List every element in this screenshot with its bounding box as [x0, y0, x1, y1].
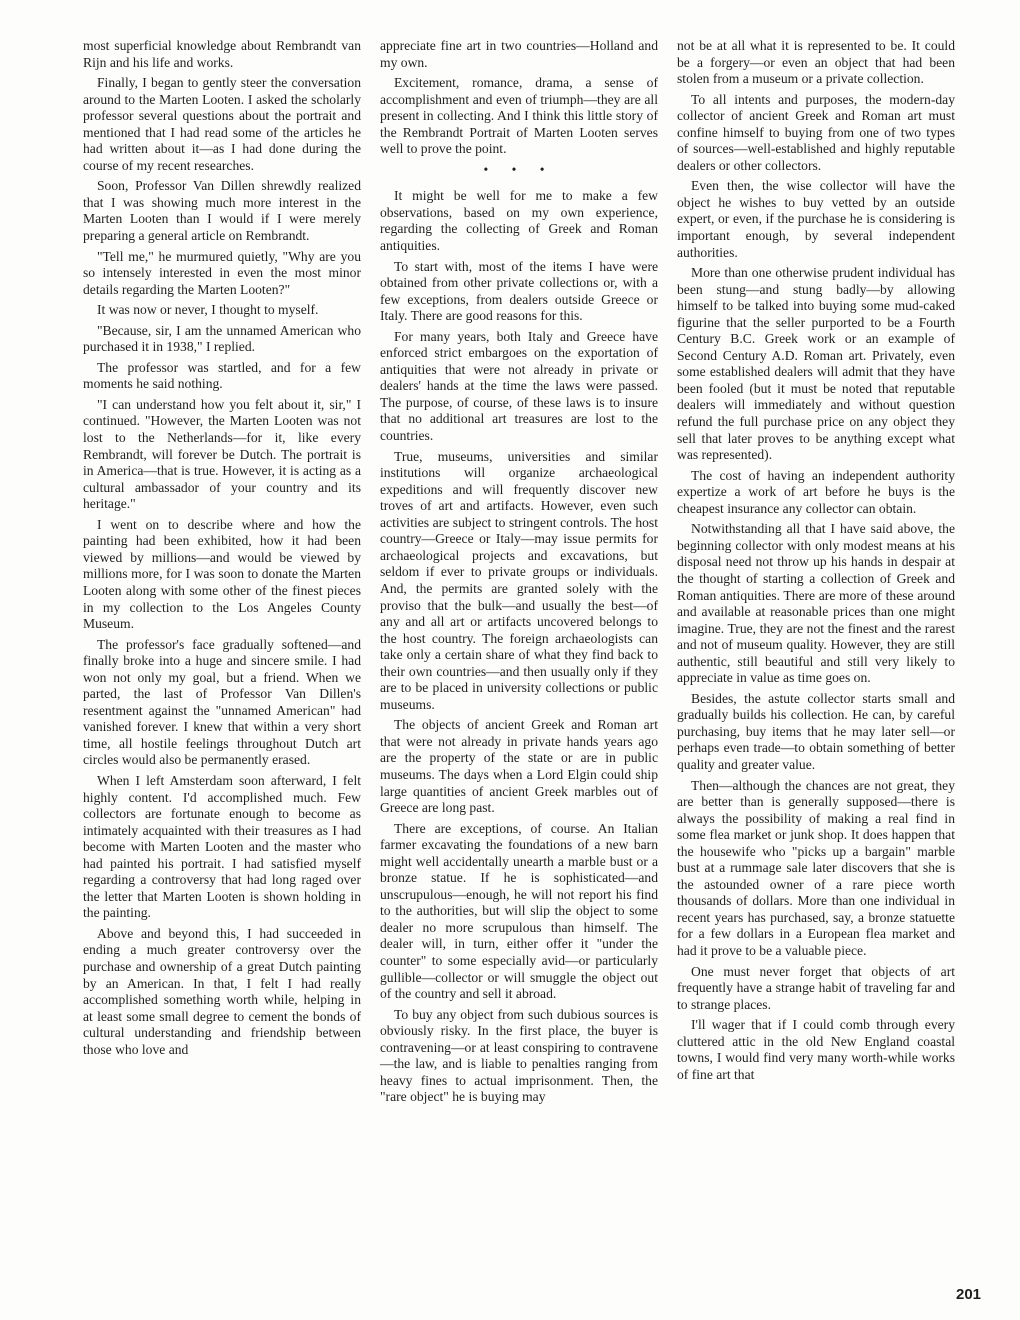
paragraph: Finally, I began to gently steer the conversation around to the Marten Looten. I asked the scholarly professor several questions about the portrait and mentioned that I had read some of the articles he had written about it—as I had done during the course of my recent researches.	[83, 75, 361, 173]
paragraph: "Tell me," he murmured quietly, "Why are you so intensely interested in even the most minor details regarding the Marten Looten?"	[83, 248, 361, 297]
paragraph: There are exceptions, of course. An Italian farmer excavating the foundations of a new barn might well accidentally unearth a marble bust or a bronze statue. If he is sophisticated—and unscrupulous—enough, he will not report his find to the authorities, but will slip the object to some dealer no more scrupulous than himself. The dealer will, in turn, either offer it "under the counter" to some especially avid—or particularly gullible—collector or will smuggle the object out of the country and sell it abroad.	[380, 820, 658, 1002]
section-separator: • • •	[483, 161, 555, 177]
column-left	[83, 38, 361, 1062]
paragraph: One must never forget that objects of art frequently have a strange habit of traveling far and to strange places.	[677, 963, 955, 1012]
paragraph: The professor's face gradually softened—and finally broke into a huge and sincere smile. I had won not only my goal, but a friend. When we parted, the last of Professor Van Dillen's resentment against the "unnamed American" had vanished forever. I knew that within a very short time, all hostile feelings throughout Dutch art circles would also be permanently erased.	[83, 636, 361, 768]
paragraph: Besides, the astute collector starts small and gradually builds his collection. He can, by careful purchasing, buy items that he may later sell—or perhaps even trade—to obtain something of better quality and greater value.	[677, 690, 955, 772]
paragraph: Then—although the chances are not great, they are better than is generally supposed—there is always the possibility of making a real find in some flea market or junk shop. It does happen that the housewife who "picks up a bargain" marble bust at a rummage sale later discovers that she is the astounded owner of a rare piece worth thousands of dollars. More than one individual in recent years has purchased, say, a bronze statuette for a few dollars in a European flea market and had it prove to be a valuable piece.	[677, 777, 955, 958]
paragraph: True, museums, universities and similar institutions will organize archaeological expeditions and will frequently discover new troves of art and artifacts. However, even such activities are subject to stringent controls. The host country—Greece or Italy—may issue permits for archaeological projects and excavations, but seldom if ever to private groups or individuals. And, the permits are granted solely with the proviso that the bulk—and usually the best—of any and all art or artifacts uncovered belongs to the host country. The foreign archaeologists can take only a certain share of what they find back to their own countries—and then usually only if they are to be placed in university collections or public museums.	[380, 448, 658, 712]
page-number: 201	[956, 1286, 982, 1303]
paragraph: I went on to describe where and how the painting had been exhibited, how it had been viewed by millions—and would be viewed by millions more, for I was soon to donate the Marten Looten along with some other of the finest pieces in my collection to the Los Angeles County Museum.	[83, 516, 361, 632]
paragraph: More than one otherwise prudent individual has been stung—and stung badly—by allowing himself to be talked into buying some mud-caked figurine that the seller purported to be a Fourth Century B.C. Greek work or an example of Second Century A.D. Roman art. Privately, even some established dealers will admit that they have been fooled (but it must be noted that reputable dealers will immediately and without question refund the full purchase price on any object they sell that later proves to be anything except what was represented).	[677, 265, 955, 463]
paragraph: Notwithstanding all that I have said above, the beginning collector with only modest means at his disposal need not throw up his hands in despair at the thought of starting a collection of Greek and Roman antiquities. There are more of these around and available at reasonable prices than one might imagine. True, they are not the finest and the rarest and not of museum quality. However, they are still authentic, still beautiful and still very likely to appreciate in value as time goes on.	[677, 521, 955, 686]
paragraph: "Because, sir, I am the unnamed American who purchased it in 1938," I replied.	[83, 322, 361, 355]
paragraph: It might be well for me to make a few observations, based on my own experience, regarding the collecting of Greek and Roman antiquities.	[380, 188, 658, 254]
paragraph: Above and beyond this, I had succeeded in ending a much greater controversy over the purchase and ownership of a great Dutch painting by an American. In that, I felt I had really accomplished something worth while, helping in at least some small degree to cement the bonds of cultural understanding and friendship between those who love and	[83, 925, 361, 1057]
paragraph: I'll wager that if I could comb through every cluttered attic in the old New England coastal towns, I would find very many worth-while works of fine art that	[677, 1017, 955, 1082]
paragraph: Excitement, romance, drama, a sense of accomplishment and even of triumph—they are all present in collecting. And I think this little story of the Rembrandt Portrait of Marten Looten serves well to prove the point.	[380, 75, 658, 157]
paragraph: For many years, both Italy and Greece have enforced strict embargoes on the exportation of antiquities that were not already in private or dealers' hands at the time the laws were passed. The purpose, of course, of these laws is to insure that no additional art treasures are lost to the countries.	[380, 328, 658, 444]
paragraph: appreciate fine art in two countries—Holland and my own.	[380, 38, 658, 70]
paragraph: When I left Amsterdam soon afterward, I felt highly content. I'd accomplished much. Few collectors are fortunate enough to become as intimately acquainted with their treasures as I had become with Marten Looten and the master who had painted his portrait. I had satisfied myself regarding a controversy that had long raged over the letter that Marten Looten is shown holding in the painting.	[83, 772, 361, 921]
paragraph: not be at all what it is represented to be. It could be a forgery—or even an object that had been stolen from a museum or a private collection.	[677, 38, 955, 87]
paragraph: most superficial knowledge about Rembrandt van Rijn and his life and works.	[83, 38, 361, 70]
column-middle	[380, 38, 658, 1110]
paragraph: The cost of having an independent authority expertize a work of art before he buys is the cheapest insurance any collector can obtain.	[677, 467, 955, 516]
paragraph: The professor was startled, and for a few moments he said nothing.	[83, 359, 361, 392]
paragraph: To start with, most of the items I have were obtained from other private collections or, with a few exceptions, from dealers outside Greece or Italy. There are good reasons for this.	[380, 258, 658, 324]
paragraph: Soon, Professor Van Dillen shrewdly realized that I was showing much more interest in the Marten Looten than I would if I were merely preparing a general article on Rembrandt.	[83, 178, 361, 244]
paragraph: The objects of ancient Greek and Roman art that were not already in private hands years ago are the property of the state or are in public museums. The days when a Lord Elgin could ship large quantities of ancient Greek marbles out of Greece are long past.	[380, 717, 658, 816]
column-right	[677, 38, 955, 1087]
paragraph: "I can understand how you felt about it, sir," I continued. "However, the Marten Looten was not lost to the Netherlands—for it, like every Rembrandt, will forever be Dutch. The portrait is in America—that is true. However, it is acting as a cultural ambassador of your country and its heritage."	[83, 396, 361, 512]
paragraph: To all intents and purposes, the modern-day collector of ancient Greek and Roman art must confine himself to buying from one of two types of sources—well-established and highly reputable dealers or other collectors.	[677, 91, 955, 173]
paragraph: To buy any object from such dubious sources is obviously risky. In the first place, the buyer is contravening—or at least conspiring to contravene—the law, and is liable to penalties ranging from heavy fines to actual imprisonment. Then, the "rare object" he is buying may	[380, 1006, 658, 1105]
paragraph: It was now or never, I thought to myself.	[97, 302, 319, 318]
paragraph: Even then, the wise collector will have the object he wishes to buy vetted by an outside expert, or even, if the purchase he is considering is important enough, by several independent authorities.	[677, 178, 955, 260]
